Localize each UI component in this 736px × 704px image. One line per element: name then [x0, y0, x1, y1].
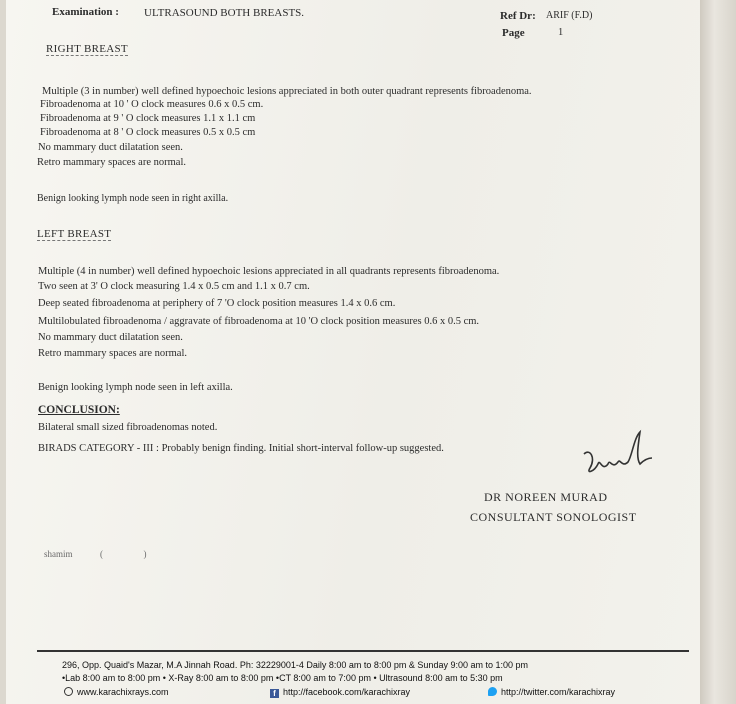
left-line: Retro mammary spaces are normal. [38, 348, 187, 359]
website-link[interactable]: www.karachixrays.com [77, 687, 169, 697]
right-line: Multiple (3 in number) well defined hypoechoic lesions appreciated in both outer quadrant represents fibroadenoma. [42, 86, 532, 97]
globe-icon [64, 687, 73, 696]
right-line: Fibroadenoma at 10 ' O clock measures 0.6 x 0.5 cm. [40, 99, 264, 110]
footer-facebook[interactable] [270, 687, 410, 698]
right-breast-heading: RIGHT BREAST [46, 43, 128, 55]
left-line: No mammary duct dilatation seen. [38, 332, 183, 343]
left-line: Deep seated fibroadenoma at periphery of 7 'O clock position measures 1.4 x 0.6 cm. [38, 298, 396, 309]
exam-label: Examination : [52, 6, 119, 18]
right-line: No mammary duct dilatation seen. [38, 142, 183, 153]
facebook-link[interactable]: http://facebook.com/karachixray [283, 687, 411, 697]
conclusion-line: BIRADS CATEGORY - III : Probably benign finding. Initial short-interval follow-up suggested. [38, 443, 444, 454]
page-edge [700, 0, 736, 704]
twitter-link[interactable]: http://twitter.com/karachixray [501, 687, 616, 697]
footer-timings: •Lab 8:00 am to 8:00 pm • X-Ray 8:00 am to 8:00 pm •CT 8:00 am to 7:00 pm • Ultrasound 8:00 am to 5:30 pm [62, 673, 503, 683]
footer-divider [37, 650, 689, 652]
footer-website[interactable] [64, 687, 169, 697]
conclusion-heading: CONCLUSION: [38, 404, 120, 416]
left-breast-heading: LEFT BREAST [37, 228, 112, 240]
left-line: Two seen at 3' O clock measuring 1.4 x 0.5 cm and 1.1 x 0.7 cm. [38, 281, 310, 292]
left-line: Multilobulated fibroadenoma / aggravate of fibroadenoma at 10 'O clock position measures 0.6 x 0.5 cm. [38, 316, 480, 327]
page-number: 1 [558, 27, 564, 38]
doctor-name: DR NOREEN MURAD [484, 490, 608, 504]
footer-twitter[interactable] [488, 687, 615, 697]
typist-initials: shamim [44, 549, 73, 559]
right-line: Retro mammary spaces are normal. [37, 157, 186, 168]
facebook-icon: f [270, 689, 279, 698]
left-lymph-node: Benign looking lymph node seen in left axilla. [38, 382, 233, 393]
footer-address: 296, Opp. Quaid's Mazar, M.A Jinnah Road. Ph: 32229001-4 Daily 8:00 am to 8:00 pm & Sunday 9:00 am to 1:00 pm [62, 660, 528, 670]
ref-label: Ref Dr: [500, 10, 536, 22]
page-label: Page [502, 27, 525, 39]
left-line: Multiple (4 in number) well defined hypoechoic lesions appreciated in all quadrants represents fibroadenoma. [38, 266, 500, 277]
doctor-title: CONSULTANT SONOLOGIST [470, 510, 637, 524]
typist-brackets: ( ) [100, 549, 147, 559]
twitter-icon [488, 687, 497, 696]
right-line: Fibroadenoma at 9 ' O clock measures 1.1 x 1.1 cm [40, 113, 256, 124]
ref-value: ARIF (F.D) [546, 10, 593, 21]
right-line: Fibroadenoma at 8 ' O clock measures 0.5 x 0.5 cm [40, 127, 256, 138]
right-lymph-node: Benign looking lymph node seen in right axilla. [37, 193, 229, 204]
doctor-signature [580, 428, 660, 478]
exam-value: ULTRASOUND BOTH BREASTS. [144, 7, 305, 19]
conclusion-line: Bilateral small sized fibroadenomas noted. [38, 422, 218, 433]
